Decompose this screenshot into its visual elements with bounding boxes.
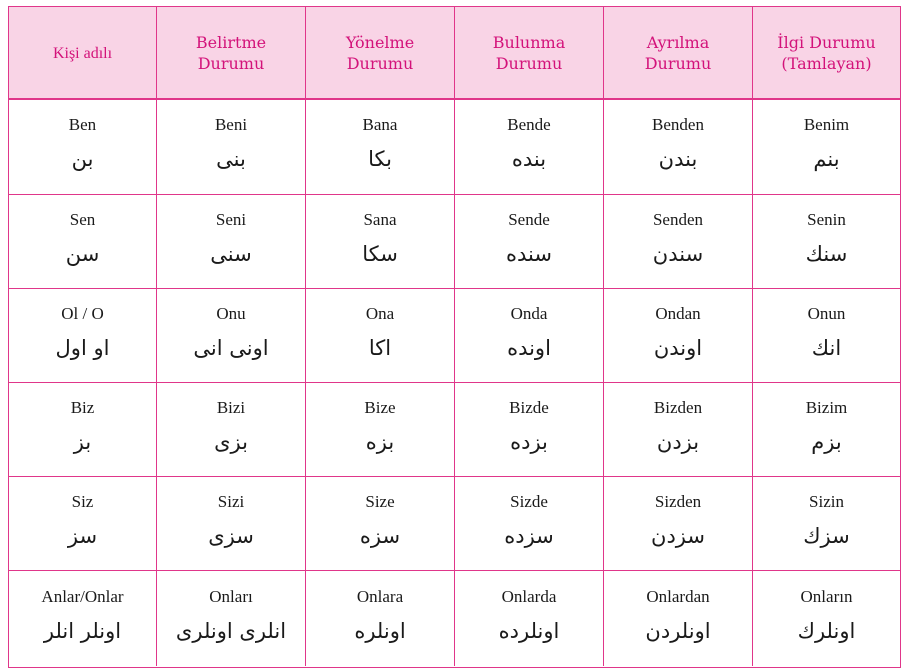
table-cell	[753, 383, 900, 477]
table-cell	[9, 571, 157, 666]
header-divider	[8, 98, 901, 100]
pronoun-case-table	[8, 6, 901, 668]
ottoman-form: اونلره	[354, 618, 406, 643]
header-label: Bulunma Durumu	[492, 33, 566, 73]
header-label: Belirtme Durumu	[195, 33, 267, 73]
header-cell-locative	[455, 7, 604, 100]
latin-form: Onları	[209, 586, 253, 606]
table-cell	[9, 383, 157, 477]
table-cell	[604, 100, 753, 195]
table-cell	[604, 289, 753, 383]
ottoman-form: بندن	[658, 147, 698, 171]
table-cell	[306, 195, 455, 289]
header-cell-dative	[306, 7, 455, 100]
latin-form: Senin	[807, 209, 846, 229]
latin-form: Sana	[363, 209, 397, 229]
ottoman-form: بزده	[510, 429, 548, 454]
ottoman-form: اونده	[507, 335, 551, 360]
ottoman-form: سندن	[652, 241, 704, 266]
table-cell	[604, 195, 753, 289]
table-cell	[455, 477, 604, 571]
ottoman-form: انك	[811, 335, 842, 360]
latin-form: Size	[365, 491, 395, 511]
table-cell	[306, 571, 455, 666]
header-cell-pronoun	[9, 7, 157, 100]
header-label: Yönelme Durumu	[345, 33, 415, 73]
latin-form: Benden	[652, 115, 704, 134]
latin-form: Bizde	[509, 397, 549, 417]
ottoman-form: اونى انى	[193, 335, 269, 360]
ottoman-form: بنى	[216, 147, 246, 171]
table-cell	[455, 195, 604, 289]
table-cell	[753, 289, 900, 383]
latin-form: Sizi	[217, 491, 245, 511]
ottoman-form: سز	[67, 523, 98, 548]
header-label: Kişi adılı	[52, 44, 113, 62]
ottoman-form: سزده	[504, 523, 554, 548]
latin-form: Biz	[70, 397, 95, 417]
latin-form: Siz	[71, 491, 94, 511]
header-cell-accusative	[157, 7, 306, 100]
latin-form: Anlar/Onlar	[41, 586, 124, 606]
latin-form: Sizde	[510, 491, 548, 511]
latin-form: Sen	[69, 209, 96, 229]
table-cell	[604, 477, 753, 571]
ottoman-form: بن	[71, 147, 94, 171]
table-cell	[306, 289, 455, 383]
table-cell	[455, 571, 604, 666]
latin-form: Ona	[365, 303, 395, 323]
table-cell	[604, 383, 753, 477]
latin-form: Beni	[214, 115, 248, 134]
table-cell	[9, 289, 157, 383]
ottoman-form: سزى	[208, 523, 254, 548]
ottoman-form: بكا	[368, 147, 392, 171]
table-cell	[306, 383, 455, 477]
table-cell	[455, 289, 604, 383]
latin-form: Onda	[510, 303, 548, 323]
latin-form: Ol / O	[61, 303, 104, 323]
ottoman-form: سزدن	[651, 523, 705, 548]
ottoman-form: بزم	[811, 429, 842, 454]
latin-form: Bize	[364, 397, 396, 417]
latin-form: Bizi	[216, 397, 246, 417]
ottoman-form: سزك	[803, 523, 850, 548]
latin-form: Sizden	[654, 491, 702, 511]
table-cell	[455, 383, 604, 477]
ottoman-form: سنى	[210, 241, 252, 266]
latin-form: Ben	[68, 115, 97, 134]
table-cell	[306, 100, 455, 195]
table-cell	[9, 477, 157, 571]
ottoman-form: بز	[73, 429, 92, 454]
ottoman-form: بزه	[365, 429, 395, 454]
ottoman-form: اكا	[368, 335, 392, 360]
ottoman-form: اونلردن	[645, 618, 711, 643]
latin-form: Onların	[800, 586, 853, 606]
ottoman-form: اوندن	[653, 335, 703, 360]
ottoman-form: اونلرك	[797, 618, 856, 643]
ottoman-form: بزى	[214, 429, 248, 454]
header-cell-genitive	[753, 7, 900, 100]
ottoman-form: بزدن	[656, 429, 700, 454]
table-cell	[9, 195, 157, 289]
table-cell	[157, 383, 306, 477]
table-cell	[9, 100, 157, 195]
latin-form: Bende	[507, 115, 551, 134]
ottoman-form: بنده	[511, 147, 547, 171]
ottoman-form: اونلر انلر	[43, 618, 122, 643]
latin-form: Onu	[216, 303, 246, 323]
latin-form: Seni	[215, 209, 247, 229]
table-cell	[753, 100, 900, 195]
latin-form: Bizim	[805, 397, 848, 417]
ottoman-form: اونلرده	[498, 618, 560, 643]
table-cell	[604, 571, 753, 666]
table-cell	[157, 477, 306, 571]
ottoman-form: انلرى اونلرى	[175, 618, 287, 643]
table-cell	[157, 195, 306, 289]
latin-form: Bana	[362, 115, 398, 134]
table-cell	[753, 571, 900, 666]
table-cell	[753, 477, 900, 571]
latin-form: Sizin	[809, 491, 844, 511]
table-cell	[157, 100, 306, 195]
ottoman-form: سزه	[359, 523, 401, 548]
latin-form: Benim	[803, 115, 850, 134]
table-cell	[306, 477, 455, 571]
header-label: İlgi Durumu (Tamlayan)	[777, 33, 876, 73]
table-cell	[157, 571, 306, 666]
ottoman-form: سنك	[805, 241, 848, 266]
table-cell	[455, 100, 604, 195]
ottoman-form: سكا	[362, 241, 398, 266]
latin-form: Onlarda	[501, 586, 557, 606]
latin-form: Sende	[508, 209, 550, 229]
header-label: Ayrılma Durumu	[644, 33, 712, 73]
table-cell	[157, 289, 306, 383]
latin-form: Ondan	[655, 303, 701, 323]
ottoman-form: سنده	[506, 241, 552, 266]
ottoman-form: او اول	[55, 335, 110, 360]
ottoman-form: سن	[65, 241, 100, 266]
table-cell	[753, 195, 900, 289]
latin-form: Onlardan	[646, 586, 710, 606]
latin-form: Onlara	[356, 586, 404, 606]
latin-form: Onun	[807, 303, 846, 323]
ottoman-form: بنم	[813, 147, 840, 171]
latin-form: Bizden	[653, 397, 703, 417]
header-cell-ablative	[604, 7, 753, 100]
latin-form: Senden	[652, 209, 704, 229]
